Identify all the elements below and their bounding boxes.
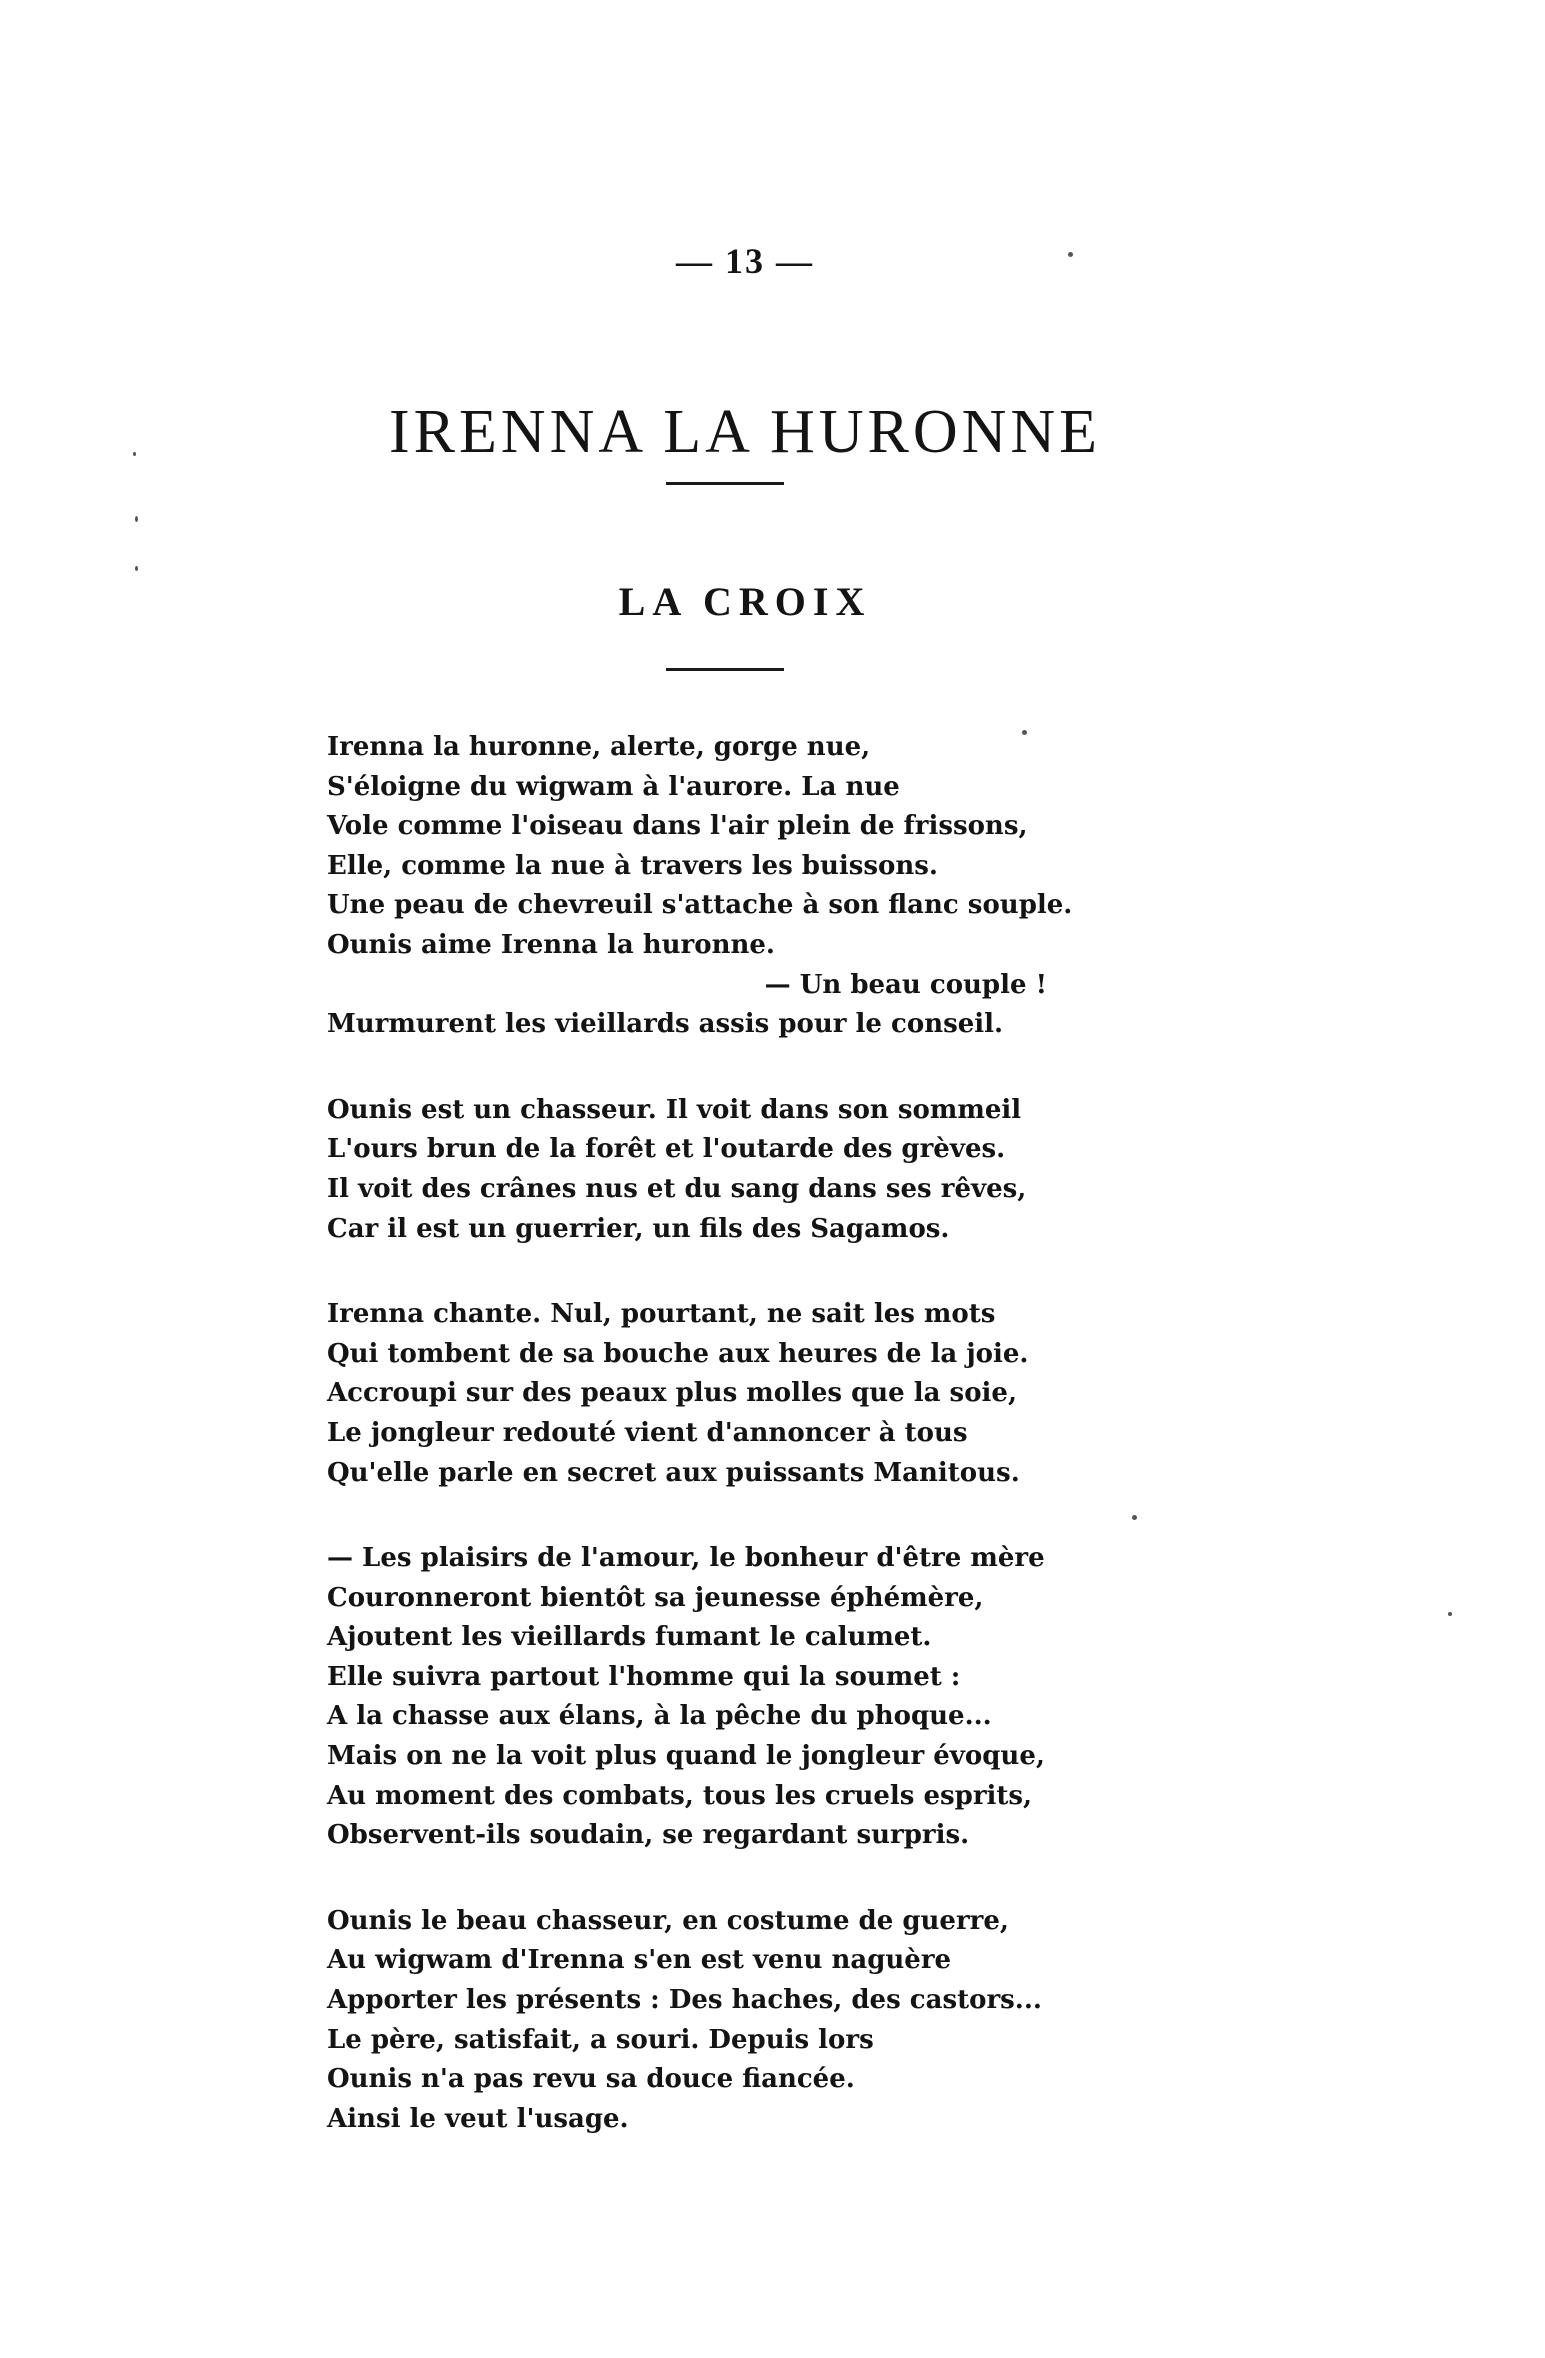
scan-speck	[1022, 730, 1027, 735]
stanza	[327, 1539, 1067, 1856]
verse-line: Observent-ils soudain, se regardant surpris.	[327, 1820, 970, 1851]
verse-line: Elle, comme la nue à travers les buissons.	[327, 850, 938, 881]
scan-speck	[135, 516, 138, 522]
scan-speck	[1132, 1515, 1137, 1520]
scan-speck	[1068, 252, 1073, 257]
verse-line: Au wigwam d'Irenna s'en est venu naguère	[327, 1945, 952, 1976]
verse-line: Qui tombent de sa bouche aux heures de la joie.	[327, 1338, 1029, 1369]
verse-line: — Les plaisirs de l'amour, le bonheur d'être mère	[327, 1543, 1045, 1574]
verse-line: Qu'elle parle en secret aux puissants Manitous.	[327, 1457, 1020, 1488]
stanza	[327, 1091, 1067, 1249]
verse-line: Ounis aime Irenna la huronne.	[327, 929, 775, 960]
verse-line: Le jongleur redouté vient d'annoncer à tous	[327, 1417, 968, 1448]
verse-line: Ounis est un chasseur. Il voit dans son sommeil	[327, 1094, 1022, 1125]
verse-line: Car il est un guerrier, un fils des Sagamos.	[327, 1213, 950, 1244]
page-number: — 13 —	[676, 241, 814, 281]
verse-line: L'ours brun de la forêt et l'outarde des grèves.	[327, 1134, 1006, 1165]
scan-speck	[1448, 1612, 1452, 1616]
scan-speck	[133, 452, 136, 456]
title-rule-top	[666, 482, 784, 485]
verse-line: Au moment des combats, tous les cruels esprits,	[327, 1780, 1033, 1811]
verse-line: Le père, satisfait, a souri. Depuis lors	[327, 2024, 874, 2055]
verse-line: Murmurent les vieillards assis pour le conseil.	[327, 1009, 1004, 1040]
verse-line: Irenna chante. Nul, pourtant, ne sait les mots	[327, 1299, 996, 1330]
verse-line: Mais on ne la voit plus quand le jongleur évoque,	[327, 1741, 1045, 1772]
stanza	[327, 1902, 1067, 2140]
verse-line: Il voit des crânes nus et du sang dans ses rêves,	[327, 1173, 1027, 1204]
verse-line: Vole comme l'oiseau dans l'air plein de frissons,	[327, 811, 1028, 842]
title-rule-bottom	[666, 668, 784, 671]
verse-line: A la chasse aux élans, à la pêche du phoque...	[327, 1701, 992, 1732]
verse-line: Elle suivra partout l'homme qui la soumet :	[327, 1661, 961, 1692]
stanza	[327, 728, 1073, 1045]
stanza	[327, 1295, 1067, 1493]
verse-line: Couronneront bientôt sa jeunesse éphémère,	[327, 1582, 984, 1613]
poem-title: IRENNA LA HURONNE	[388, 397, 1102, 466]
verse-line: Ounis le beau chasseur, en costume de guerre,	[327, 1905, 1009, 1936]
poem-subtitle: LA CROIX	[618, 579, 872, 625]
verse-line: Irenna la huronne, alerte, gorge nue,	[327, 732, 871, 762]
poem-body	[327, 728, 1073, 2185]
verse-line: S'éloigne du wigwam à l'aurore. La nue	[327, 771, 900, 802]
verse-line: Ajoutent les vieillards fumant le calumet.	[327, 1622, 932, 1653]
scan-speck	[135, 566, 138, 571]
verse-line: Ounis n'a pas revu sa douce fiancée.	[327, 2064, 855, 2095]
verse-line: — Un beau couple !	[764, 969, 1047, 1000]
verse-line: Une peau de chevreuil s'attache à son flanc souple.	[327, 890, 1073, 921]
verse-line: Accroupi sur des peaux plus molles que la soie,	[327, 1378, 1018, 1409]
verse-line: Ainsi le veut l'usage.	[327, 2103, 629, 2134]
verse-line: Apporter les présents : Des haches, des castors...	[327, 1985, 1042, 2016]
